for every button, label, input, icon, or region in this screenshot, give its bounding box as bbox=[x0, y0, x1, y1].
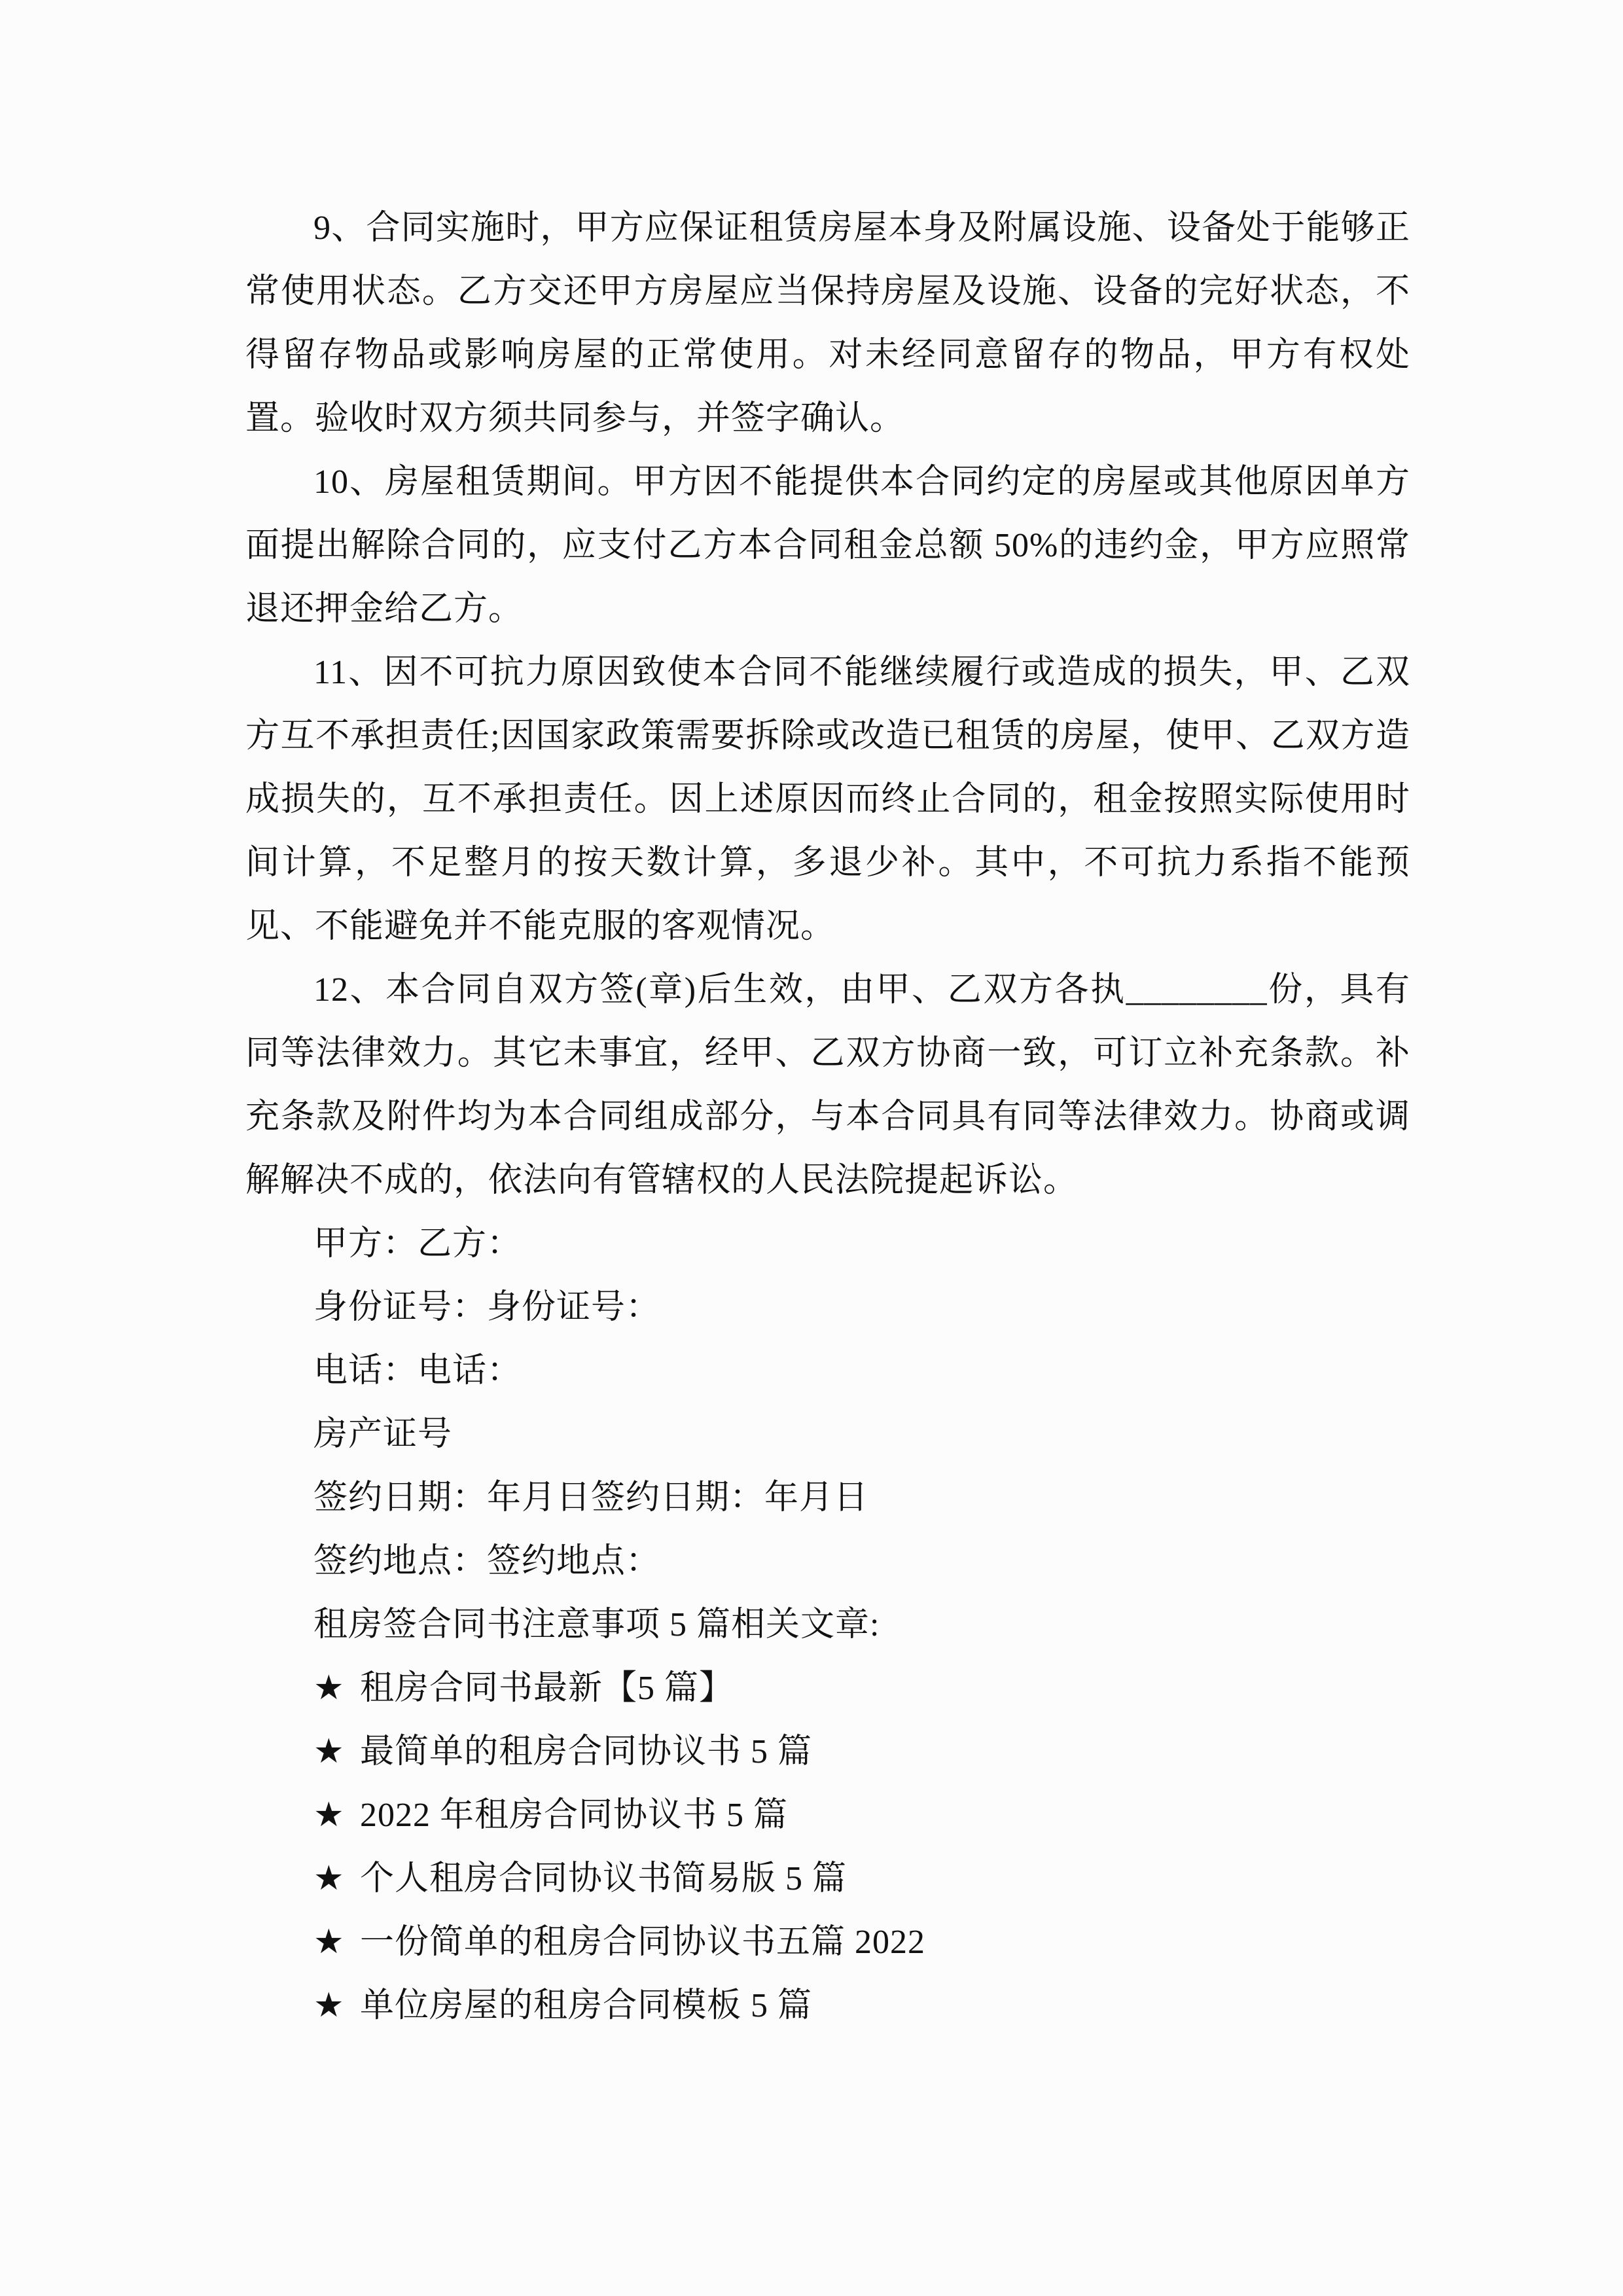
block-text: 一份简单的租房合同协议书五篇 2022 bbox=[360, 1924, 926, 1961]
clause-11 bbox=[245, 641, 1410, 958]
star-icon: ★ bbox=[313, 1797, 345, 1834]
block-text: 甲方：乙方： bbox=[313, 1225, 522, 1263]
block-text: 9、合同实施时，甲方应保证租赁房屋本身及附属设施、设备处于能够正常使用状态。乙方交还甲方房屋应当保持房屋及设施、设备的完好状态，不得留存物品或影响房屋的正常使用。对未经同意留存的物品，甲方有权处置。验收时双方须共同参与，并签字确认。 bbox=[245, 209, 1410, 437]
contract-body bbox=[245, 196, 1410, 2037]
star-icon: ★ bbox=[313, 1987, 345, 2024]
phone-line bbox=[245, 1339, 1410, 1403]
block-text: 签约地点：签约地点： bbox=[313, 1543, 661, 1580]
related-articles-heading bbox=[245, 1593, 1410, 1657]
block-text: 租房签合同书注意事项 5 篇相关文章: bbox=[313, 1606, 880, 1643]
block-text: 最简单的租房合同协议书 5 篇 bbox=[360, 1733, 813, 1770]
block-text: 房产证号 bbox=[313, 1416, 453, 1453]
related-article-4 bbox=[245, 1847, 1410, 1910]
block-text: 12、本合同自双方签(章)后生效，由甲、乙双方各执________份，具有同等法律效力。其它未事宜，经甲、乙双方协商一致，可订立补充条款。补充条款及附件均为本合同组成部分，与本合同具有同等法律效力。协商或调解解决不成的，依法向有管辖权的人民法院提起诉讼。 bbox=[245, 971, 1410, 1199]
block-text: 10、房屋租赁期间。甲方因不能提供本合同约定的房屋或其他原因单方面提出解除合同的，应支付乙方本合同租金总额 50%的违约金，甲方应照常退还押金给乙方。 bbox=[245, 463, 1410, 628]
property-cert-line bbox=[245, 1403, 1410, 1466]
sign-date-line bbox=[245, 1466, 1410, 1530]
star-icon: ★ bbox=[313, 1670, 345, 1707]
party-names-line bbox=[245, 1212, 1410, 1276]
clause-10 bbox=[245, 450, 1410, 641]
id-number-line bbox=[245, 1276, 1410, 1339]
related-article-5 bbox=[245, 1910, 1410, 1974]
block-text: 身份证号：身份证号： bbox=[313, 1289, 661, 1326]
block-text: 单位房屋的租房合同模板 5 篇 bbox=[360, 1987, 813, 2024]
star-icon: ★ bbox=[313, 1733, 345, 1770]
related-article-2 bbox=[245, 1720, 1410, 1784]
block-text: 个人租房合同协议书简易版 5 篇 bbox=[360, 1860, 847, 1897]
block-text: 11、因不可抗力原因致使本合同不能继续履行或造成的损失，甲、乙双方互不承担责任;因国家政策需要拆除或改造已租赁的房屋，使甲、乙双方造成损失的，互不承担责任。因上述原因而终止合同的，租金按照实际使用时间计算，不足整月的按天数计算，多退少补。其中，不可抗力系指不能预见、不能避免并不能克服的客观情况。 bbox=[245, 654, 1410, 945]
clause-12 bbox=[245, 958, 1410, 1212]
block-text: 电话：电话： bbox=[313, 1352, 522, 1390]
star-icon: ★ bbox=[313, 1860, 345, 1897]
block-text: 2022 年租房合同协议书 5 篇 bbox=[360, 1797, 789, 1834]
related-article-3 bbox=[245, 1784, 1410, 1847]
star-icon: ★ bbox=[313, 1924, 345, 1961]
block-text: 租房合同书最新【5 篇】 bbox=[360, 1670, 734, 1707]
sign-place-line bbox=[245, 1530, 1410, 1593]
block-text: 签约日期：年月日签约日期：年月日 bbox=[313, 1479, 869, 1516]
clause-9 bbox=[245, 196, 1410, 450]
related-article-1 bbox=[245, 1657, 1410, 1720]
related-article-6 bbox=[245, 1974, 1410, 2037]
